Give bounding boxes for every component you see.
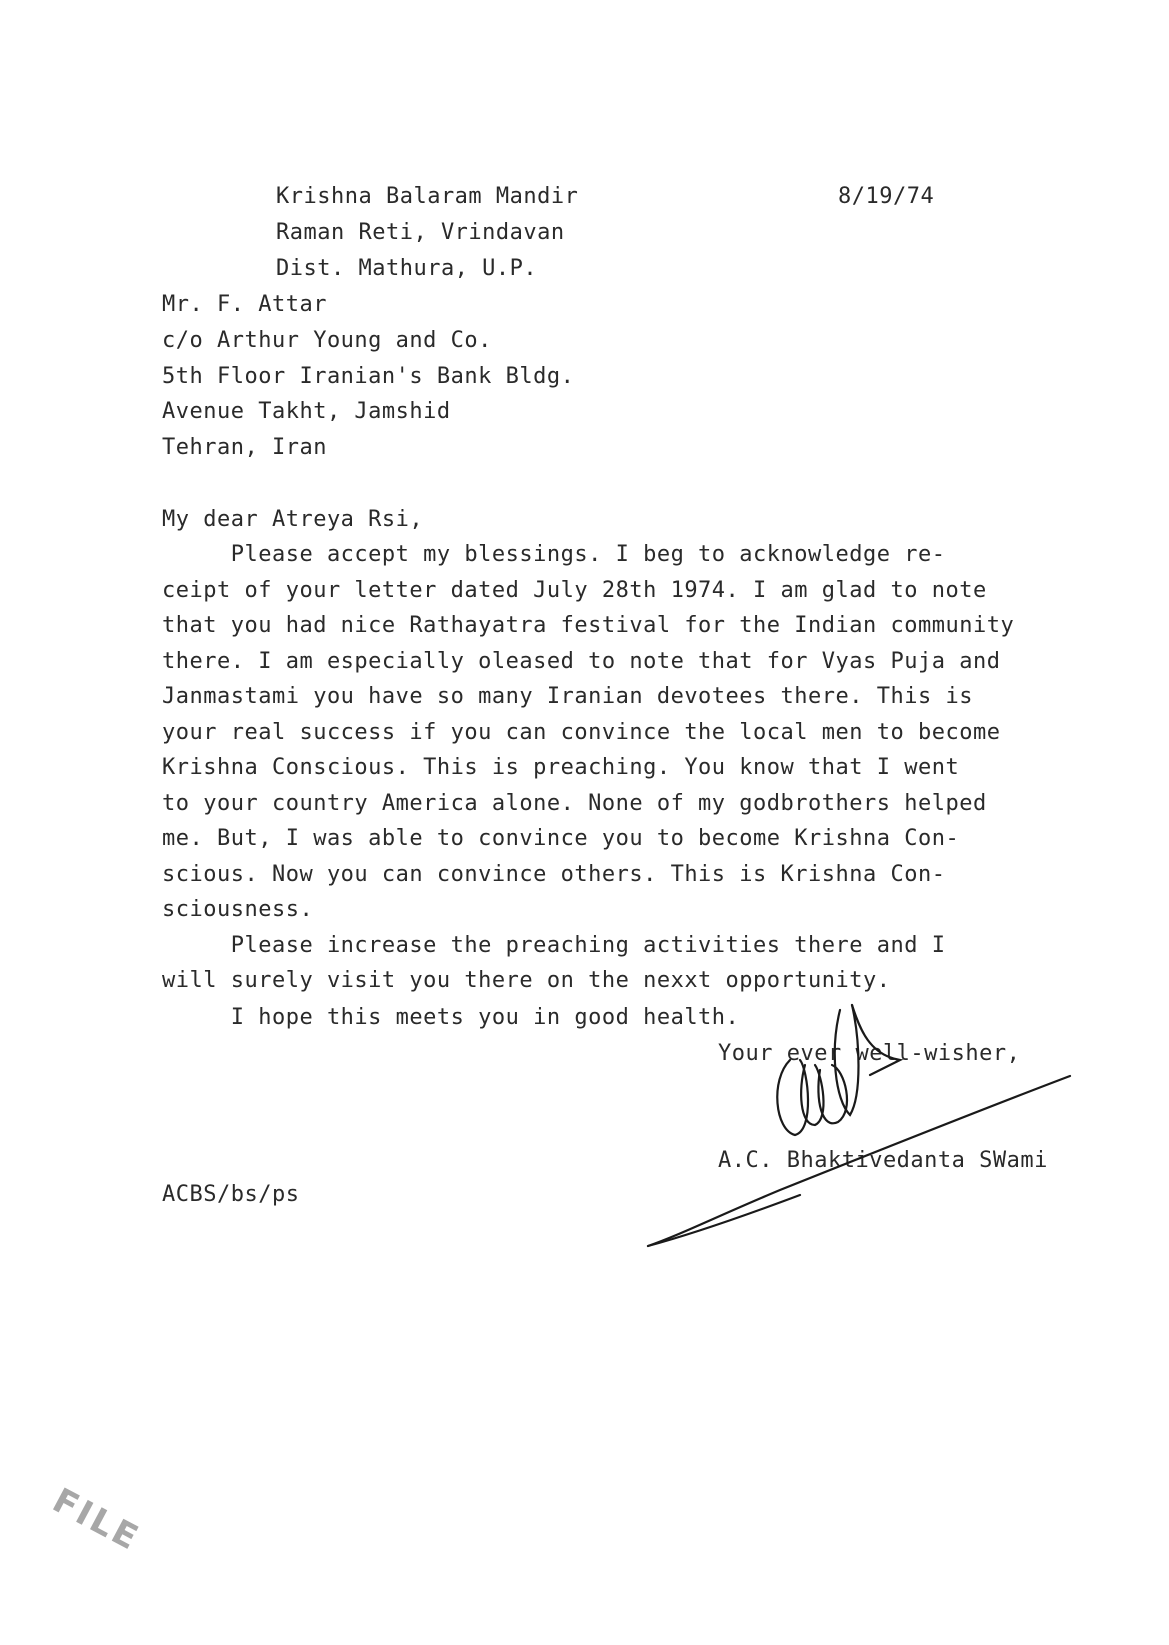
recipient-address-line-4: Avenue Takht, Jamshid: [162, 399, 451, 424]
reference-initials: ACBS/bs/ps: [162, 1182, 300, 1207]
body-line: ceipt of your letter dated July 28th 1974. I am glad to note: [162, 578, 987, 603]
letter-date: 8/19/74: [838, 184, 935, 209]
sender-address-line-1: Krishna Balaram Mandir: [276, 184, 579, 209]
closing: Your ever well-wisher,: [718, 1041, 1021, 1066]
body-line: that you had nice Rathayatra festival for the Indian community: [162, 613, 1015, 638]
body-line: there. I am especially oleased to note that for Vyas Puja and: [162, 649, 1001, 674]
body-line: to your country America alone. None of my godbrothers helped: [162, 791, 987, 816]
sender-address-line-2: Raman Reti, Vrindavan: [276, 220, 565, 245]
body-line: me. But, I was able to convince you to become Krishna Con-: [162, 826, 960, 851]
body-line: will surely visit you there on the nexxt opportunity.: [162, 968, 891, 993]
recipient-address-line-1: Mr. F. Attar: [162, 292, 327, 317]
sender-address-line-3: Dist. Mathura, U.P.: [276, 256, 538, 281]
body-line: Janmastami you have so many Iranian devotees there. This is: [162, 684, 973, 709]
body-line: Please accept my blessings. I beg to acknowledge re-: [162, 542, 946, 567]
body-line: Please increase the preaching activities there and I: [162, 933, 946, 958]
body-line: scious. Now you can convince others. This is Krishna Con-: [162, 862, 946, 887]
recipient-address-line-3: 5th Floor Iranian's Bank Bldg.: [162, 364, 575, 389]
body-line: Krishna Conscious. This is preaching. You know that I went: [162, 755, 960, 780]
signatory-name: A.C. Bhaktivedanta SWami: [718, 1148, 1048, 1173]
salutation: My dear Atreya Rsi,: [162, 507, 424, 532]
recipient-address-line-5: Tehran, Iran: [162, 435, 327, 460]
body-line: your real success if you can convince the local men to become: [162, 720, 1001, 745]
body-line: I hope this meets you in good health.: [162, 1005, 740, 1030]
body-line: sciousness.: [162, 897, 314, 922]
recipient-address-line-2: c/o Arthur Young and Co.: [162, 328, 492, 353]
file-stamp: FILE: [46, 1480, 147, 1560]
